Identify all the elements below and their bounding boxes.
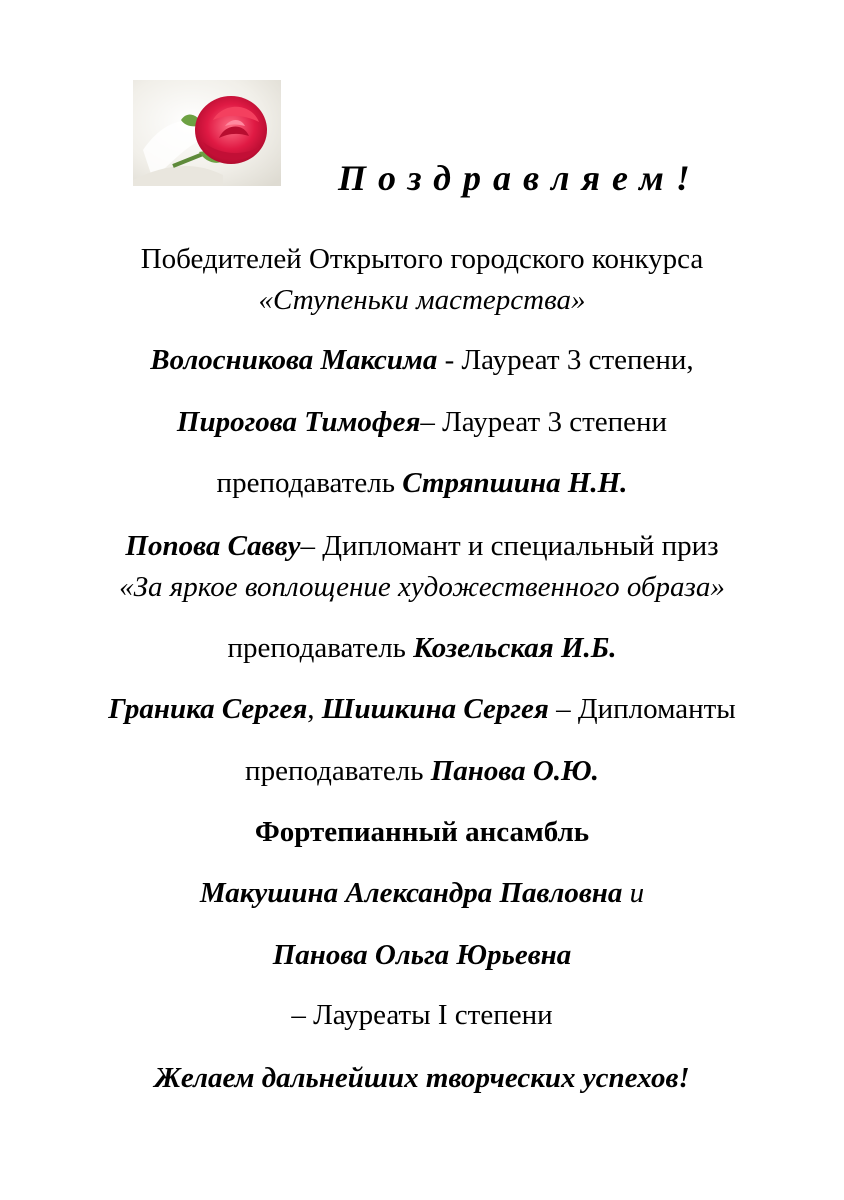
winner-name: Граника Сергея [108, 693, 308, 725]
page-title: Поздравляем! [338, 158, 702, 198]
rose-image [133, 80, 281, 186]
teacher-2 [0, 631, 844, 665]
winner-1 [0, 343, 844, 377]
winner-name: Пирогова Тимофея [176, 406, 421, 438]
winner-name: Попова Савву [125, 530, 301, 562]
winner-2 [0, 405, 844, 439]
member-name: Макушина Александра Павловна [199, 877, 623, 909]
ensemble-title: Фортепианный ансамбль [254, 816, 590, 848]
contest-name: «Ступеньки мастерства» [258, 284, 586, 316]
rose-icon [133, 80, 281, 186]
intro-line-1: Победителей Открытого городского конкурса [140, 243, 704, 275]
winner-4 [0, 692, 844, 726]
closing-wish: Желаем дальнейших творческих успехов! [154, 1062, 690, 1094]
winner-award: – Дипломанты [548, 693, 736, 725]
teacher-1 [0, 466, 844, 500]
name-separator: , [307, 693, 322, 725]
special-prize: «За яркое воплощение художественного образа» [119, 571, 725, 603]
winner-name: Волосникова Максима [150, 344, 438, 376]
winner-name: Шишкина Сергея [321, 693, 549, 725]
teacher-name: Стряпшина Н.Н. [402, 467, 628, 499]
winner-award: – Лауреат 3 степени [420, 406, 668, 438]
teacher-label: преподаватель [245, 755, 431, 787]
teacher-3 [0, 754, 844, 788]
teacher-name: Панова О.Ю. [430, 755, 599, 787]
winner-award: – Дипломант и специальный приз [300, 530, 719, 562]
ensemble-member-1 [0, 876, 844, 910]
ensemble-award: – Лауреаты I степени [291, 999, 553, 1031]
winner-award: - Лауреат 3 степени, [437, 344, 694, 376]
teacher-name: Козельская И.Б. [413, 632, 617, 664]
winner-3 [0, 529, 844, 563]
teacher-label: преподаватель [227, 632, 414, 664]
teacher-label: преподаватель [216, 467, 403, 499]
conjunction: и [622, 877, 645, 909]
ensemble-member-2: Панова Ольга Юрьевна [272, 939, 572, 971]
